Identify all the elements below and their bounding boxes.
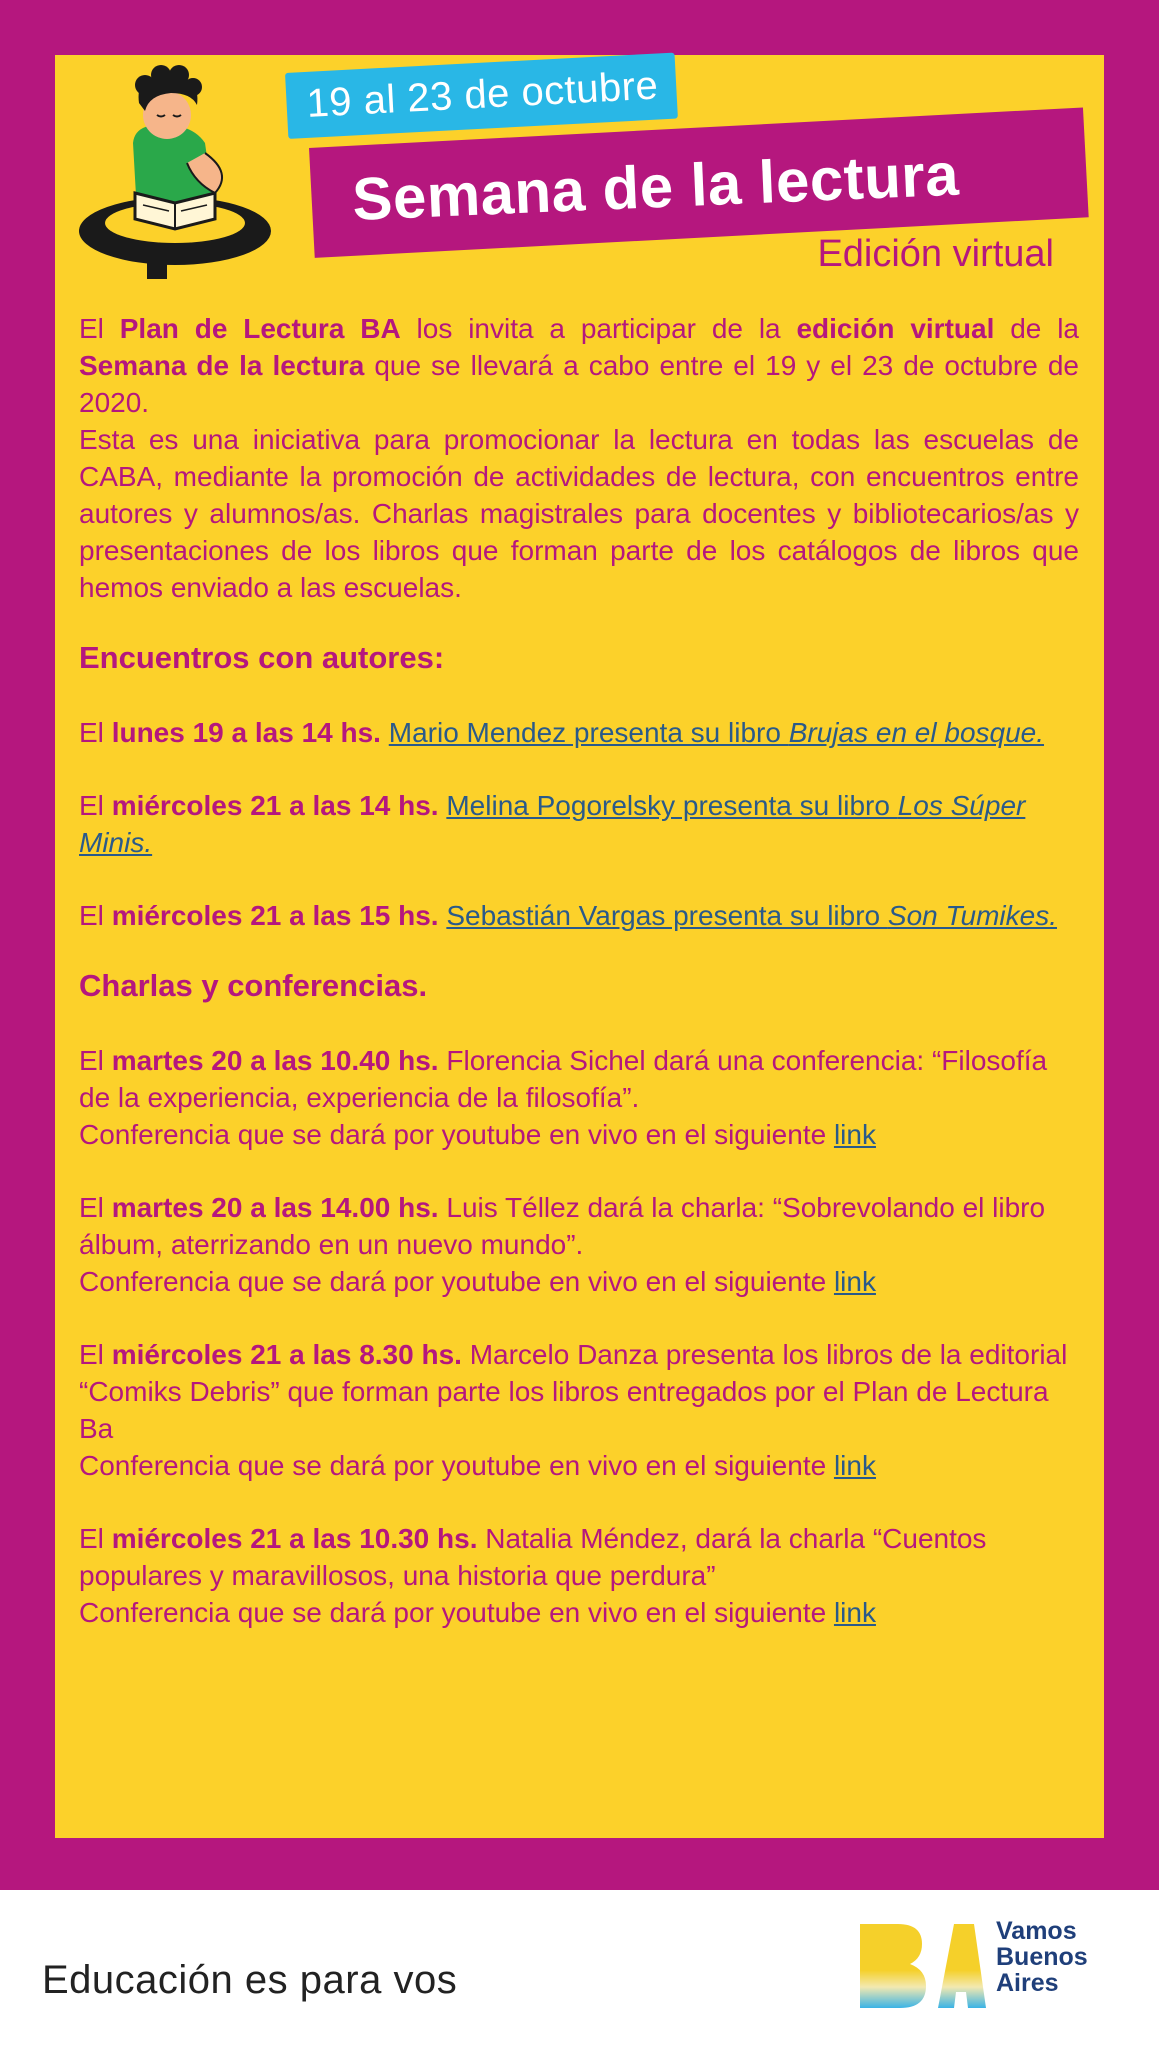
youtube-link[interactable]: link bbox=[833, 1597, 876, 1628]
book-title: Los Súper Minis. bbox=[79, 790, 1026, 858]
reading-person-illustration bbox=[75, 63, 275, 283]
youtube-link[interactable]: link bbox=[833, 1266, 876, 1297]
date-range-tag: 19 al 23 de octubre bbox=[285, 53, 678, 139]
event-datetime: miércoles 21 a las 8.30 hs. bbox=[111, 1339, 462, 1370]
event-link-text: Mario Mendez presenta su libro bbox=[388, 717, 789, 748]
intro bbox=[79, 310, 1079, 606]
text: los invita a participar de la bbox=[400, 313, 797, 344]
ba-logo-icon bbox=[856, 1920, 986, 2012]
author-event bbox=[79, 714, 1079, 751]
event-name: Semana de la lectura bbox=[79, 350, 365, 381]
book-title: Brujas en el bosque. bbox=[788, 717, 1045, 748]
event-prefix: El bbox=[79, 900, 112, 931]
event-prefix: El bbox=[79, 1192, 112, 1223]
event-description: Natalia Méndez, dará la charla “Cuentos populares y maravillosos, una historia que perdura” bbox=[79, 1523, 987, 1591]
event-prefix: El bbox=[79, 790, 112, 821]
body-text bbox=[79, 310, 1079, 1631]
event-datetime: miércoles 21 a las 14 hs. bbox=[111, 790, 439, 821]
youtube-link[interactable]: link bbox=[833, 1119, 876, 1150]
talk-event bbox=[79, 1042, 1079, 1153]
author-event bbox=[79, 787, 1079, 861]
event-prefix: El bbox=[79, 1339, 112, 1370]
event-link[interactable] bbox=[446, 900, 1057, 931]
conference-note: Conferencia que se dará por youtube en vivo en el siguiente bbox=[79, 1266, 834, 1297]
intro-paragraph-1 bbox=[79, 310, 1079, 421]
text: El bbox=[79, 313, 120, 344]
event-description: Luis Téllez dará la charla: “Sobrevolando el libro álbum, aterrizando en un nuevo mundo”. bbox=[79, 1192, 1046, 1260]
event-datetime: martes 20 a las 14.00 hs. bbox=[111, 1192, 439, 1223]
talk-event bbox=[79, 1189, 1079, 1300]
talk-event bbox=[79, 1520, 1079, 1631]
event-description: Marcelo Danza presenta los libros de la editorial “Comiks Debris” que forman parte los libros entregados por el Plan de Lectura Ba bbox=[79, 1339, 1068, 1444]
footer-slogan: Educación es para vos bbox=[42, 1958, 458, 2002]
event-prefix: El bbox=[79, 717, 112, 748]
event-datetime: miércoles 21 a las 10.30 hs. bbox=[111, 1523, 478, 1554]
logo-line: Buenos bbox=[996, 1943, 1088, 1971]
conference-note: Conferencia que se dará por youtube en vivo en el siguiente bbox=[79, 1119, 834, 1150]
intro-paragraph-2: Esta es una iniciativa para promocionar la lectura en todas las escuelas de CABA, mediante la promoción de actividades de lectura, con encuentros entre autores y alumnos/as. Charlas magistrales para docentes y bibliotecarios/as y presentaciones de los libros que forman parte de los catálogos de libros que hemos enviado a las escuelas. bbox=[79, 424, 1079, 603]
talks-section-title: Charlas y conferencias. bbox=[79, 968, 428, 1003]
event-link-text: Sebastián Vargas presenta su libro bbox=[446, 900, 888, 931]
authors-list bbox=[79, 714, 1079, 934]
book-title: Son Tumikes. bbox=[887, 900, 1057, 931]
authors-section-title: Encuentros con autores: bbox=[79, 640, 445, 675]
edition-subtitle: Edición virtual bbox=[817, 233, 1054, 275]
youtube-link[interactable]: link bbox=[833, 1450, 876, 1481]
conference-note: Conferencia que se dará por youtube en vivo en el siguiente bbox=[79, 1597, 834, 1628]
event-description: Florencia Sichel dará una conferencia: “Filosofía de la experiencia, experiencia de la filosofía”. bbox=[79, 1045, 1048, 1113]
event-datetime: martes 20 a las 10.40 hs. bbox=[111, 1045, 439, 1076]
event-prefix: El bbox=[79, 1045, 112, 1076]
event-prefix: El bbox=[79, 1523, 112, 1554]
content-panel bbox=[55, 55, 1104, 1838]
footer bbox=[0, 1890, 1159, 2048]
edition-emphasis: edición virtual bbox=[796, 313, 995, 344]
event-link[interactable] bbox=[389, 717, 1044, 748]
talk-event bbox=[79, 1336, 1079, 1484]
event-datetime: lunes 19 a las 14 hs. bbox=[111, 717, 381, 748]
logo-wordmark bbox=[996, 1918, 1088, 1996]
talks-list bbox=[79, 1042, 1079, 1631]
text: que se llevará a cabo entre el 19 y el 23 de octubre de 2020. bbox=[79, 350, 1079, 418]
text: de la bbox=[994, 313, 1079, 344]
conference-note: Conferencia que se dará por youtube en vivo en el siguiente bbox=[79, 1450, 834, 1481]
plan-name: Plan de Lectura BA bbox=[119, 313, 401, 344]
logo-line: Vamos bbox=[996, 1917, 1077, 1945]
event-link-text: Melina Pogorelsky presenta su libro bbox=[446, 790, 898, 821]
event-datetime: miércoles 21 a las 15 hs. bbox=[111, 900, 439, 931]
logo-line: Aires bbox=[996, 1969, 1059, 1997]
page-title: Semana de la lectura bbox=[351, 140, 961, 233]
author-event bbox=[79, 897, 1079, 934]
